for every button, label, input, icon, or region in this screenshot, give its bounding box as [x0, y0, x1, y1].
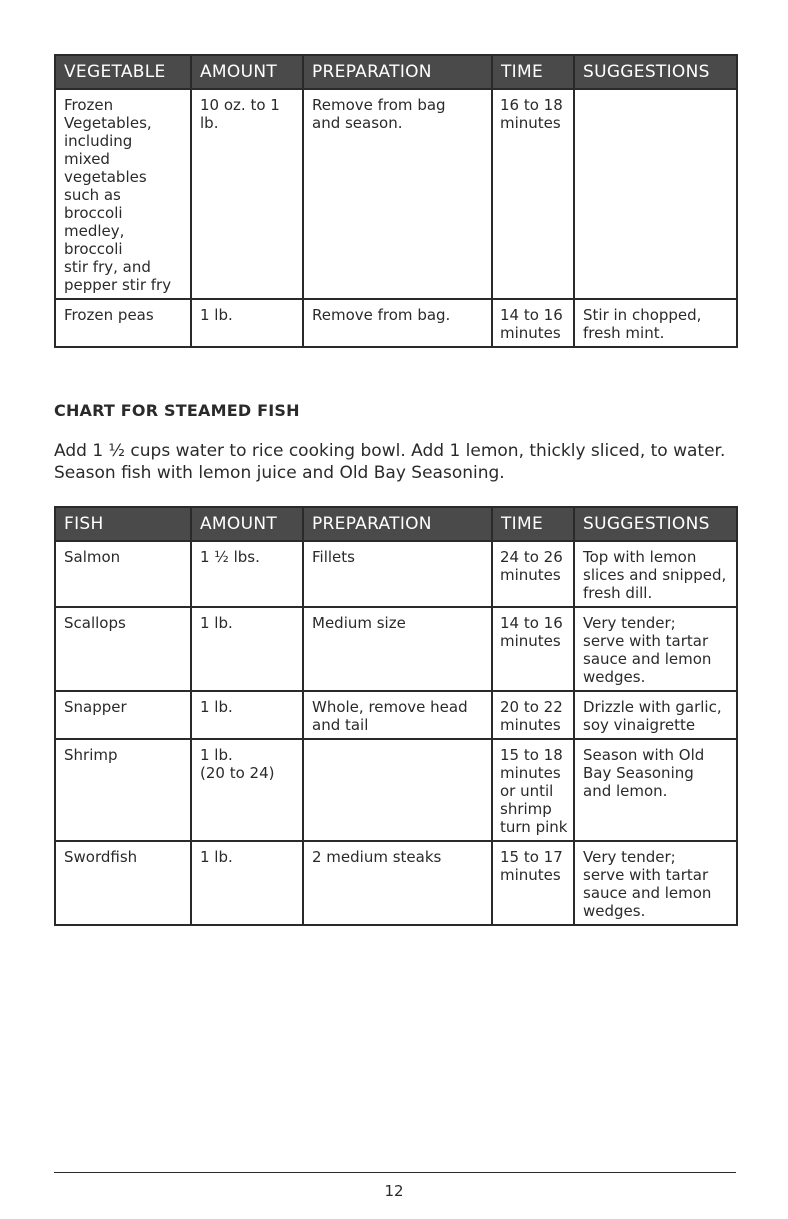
table-cell: 1 lb. (20 to 24)	[191, 739, 303, 841]
header-amount: AMOUNT	[191, 507, 303, 541]
table-cell: Salmon	[55, 541, 191, 607]
table-cell: Season with Old Bay Seasoning and lemon.	[574, 739, 737, 841]
table-cell	[303, 739, 492, 841]
table-cell: 14 to 16 minutes	[492, 299, 574, 347]
footer-divider	[54, 1172, 736, 1173]
table-row	[55, 841, 737, 925]
table-row	[55, 607, 737, 691]
table-row	[55, 89, 737, 299]
table-row	[55, 299, 737, 347]
table-cell: 10 oz. to 1 lb.	[191, 89, 303, 299]
header-amount: AMOUNT	[191, 55, 303, 89]
table-cell: 16 to 18 minutes	[492, 89, 574, 299]
table-cell: Scallops	[55, 607, 191, 691]
intro-paragraph: Add 1 ½ cups water to rice cooking bowl. Add 1 lemon, thickly sliced, to water. Season fish with lemon juice and Old Bay Seasoning.	[54, 441, 726, 483]
header-preparation: PREPARATION	[303, 55, 492, 89]
table-cell: 2 medium steaks	[303, 841, 492, 925]
table-cell: Stir in chopped, fresh mint.	[574, 299, 737, 347]
header-time: TIME	[492, 507, 574, 541]
section-title: CHART FOR STEAMED FISH	[54, 401, 300, 420]
table-cell: Frozen Vegetables, including mixed vegetables such as broccoli medley, broccoli stir fry, and pepper stir fry	[55, 89, 191, 299]
table-cell: Very tender; serve with tartar sauce and lemon wedges.	[574, 607, 737, 691]
table-cell: Fillets	[303, 541, 492, 607]
table-cell: Remove from bag.	[303, 299, 492, 347]
table-cell: 1 lb.	[191, 841, 303, 925]
table-cell: Snapper	[55, 691, 191, 739]
table-row	[55, 691, 737, 739]
table-cell: 1 ½ lbs.	[191, 541, 303, 607]
vegetable-table	[54, 54, 738, 348]
header-suggestions: SUGGESTIONS	[574, 507, 737, 541]
table-row	[55, 739, 737, 841]
table-cell: Very tender; serve with tartar sauce and lemon wedges.	[574, 841, 737, 925]
table-header-row	[55, 55, 737, 89]
header-preparation: PREPARATION	[303, 507, 492, 541]
table-cell: 1 lb.	[191, 691, 303, 739]
table-cell: Swordfish	[55, 841, 191, 925]
header-time: TIME	[492, 55, 574, 89]
table-cell: Top with lemon slices and snipped, fresh dill.	[574, 541, 737, 607]
table-cell: 15 to 17 minutes	[492, 841, 574, 925]
page-number: 12	[384, 1182, 404, 1200]
table-cell: 24 to 26 minutes	[492, 541, 574, 607]
table-header-row	[55, 507, 737, 541]
fish-table	[54, 506, 738, 926]
table-cell	[574, 89, 737, 299]
table-cell: 20 to 22 minutes	[492, 691, 574, 739]
table-cell: 14 to 16 minutes	[492, 607, 574, 691]
header-suggestions: SUGGESTIONS	[574, 55, 737, 89]
table-cell: Shrimp	[55, 739, 191, 841]
table-cell: Drizzle with garlic, soy vinaigrette	[574, 691, 737, 739]
table-cell: 15 to 18 minutes or until shrimp turn pink	[492, 739, 574, 841]
table-cell: 1 lb.	[191, 607, 303, 691]
header-vegetable: VEGETABLE	[55, 55, 191, 89]
table-cell: Frozen peas	[55, 299, 191, 347]
table-cell: Medium size	[303, 607, 492, 691]
table-cell: Remove from bag and season.	[303, 89, 492, 299]
table-row	[55, 541, 737, 607]
header-fish: FISH	[55, 507, 191, 541]
table-cell: Whole, remove head and tail	[303, 691, 492, 739]
table-cell: 1 lb.	[191, 299, 303, 347]
